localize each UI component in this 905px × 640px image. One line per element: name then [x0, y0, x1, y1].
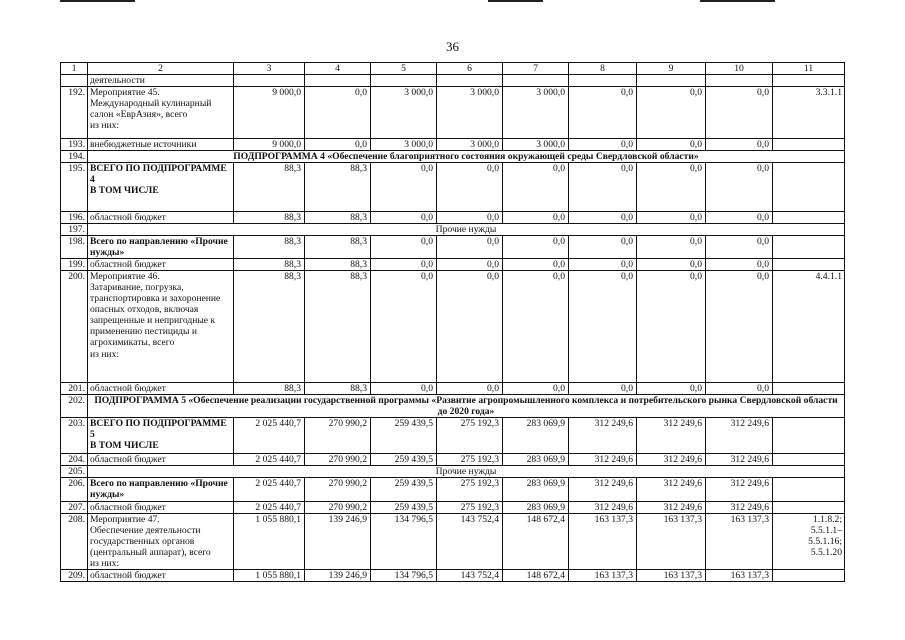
amount-cell: 143 752,4 — [437, 513, 503, 569]
amount-cell: 0,0 — [371, 259, 437, 271]
row-label: Всего по направлению «Прочие нужды» — [88, 478, 234, 501]
column-number-header: 7 — [503, 63, 569, 75]
amount-cell — [503, 75, 569, 87]
amount-cell: 143 752,4 — [437, 569, 503, 581]
row-number: 193. — [61, 139, 88, 151]
amount-cell: 88,3 — [305, 212, 371, 224]
amount-cell: 163 137,3 — [637, 513, 706, 569]
table-row — [61, 501, 845, 513]
row-number: 209. — [61, 569, 88, 581]
amount-cell: 0,0 — [706, 259, 773, 271]
amount-cell: 148 672,4 — [503, 569, 569, 581]
target-reference — [773, 383, 845, 395]
amount-cell: 0,0 — [569, 271, 637, 383]
amount-cell: 0,0 — [371, 236, 437, 259]
amount-cell: 0,0 — [305, 139, 371, 151]
amount-cell: 312 249,6 — [706, 478, 773, 501]
page-number: 36 — [446, 39, 459, 54]
table-row — [61, 75, 845, 87]
amount-cell: 0,0 — [503, 259, 569, 271]
amount-cell — [234, 75, 305, 87]
table-row — [61, 271, 845, 383]
amount-cell: 0,0 — [637, 163, 706, 212]
amount-cell: 9 000,0 — [234, 87, 305, 139]
table-row — [61, 418, 845, 454]
amount-cell: 275 192,3 — [437, 478, 503, 501]
row-number: 208. — [61, 513, 88, 569]
table-row — [61, 163, 845, 212]
amount-cell: 312 249,6 — [569, 501, 637, 513]
amount-cell — [637, 75, 706, 87]
amount-cell: 0,0 — [437, 259, 503, 271]
row-number: 199. — [61, 259, 88, 271]
amount-cell: 312 249,6 — [637, 501, 706, 513]
row-number: 205. — [61, 466, 88, 478]
table-row — [61, 395, 845, 418]
column-number-header: 1 — [61, 63, 88, 75]
table-row — [61, 87, 845, 139]
amount-cell: 163 137,3 — [569, 513, 637, 569]
column-number-header: 9 — [637, 63, 706, 75]
amount-cell — [437, 75, 503, 87]
amount-cell: 88,3 — [234, 212, 305, 224]
row-number: 194. — [61, 151, 88, 163]
target-reference — [773, 569, 845, 581]
amount-cell: 0,0 — [706, 212, 773, 224]
table-row — [61, 224, 845, 236]
amount-cell: 88,3 — [234, 163, 305, 212]
target-reference — [773, 212, 845, 224]
row-number: 206. — [61, 478, 88, 501]
amount-cell: 283 069,9 — [503, 478, 569, 501]
amount-cell: 0,0 — [637, 139, 706, 151]
amount-cell: 3 000,0 — [437, 139, 503, 151]
amount-cell: 312 249,6 — [637, 418, 706, 454]
amount-cell: 0,0 — [437, 383, 503, 395]
amount-cell: 9 000,0 — [234, 139, 305, 151]
row-label: ВСЕГО ПО ПОДПРОГРАММЕ 5 В ТОМ ЧИСЛЕ — [88, 418, 234, 454]
amount-cell: 88,3 — [234, 259, 305, 271]
column-number-header: 4 — [305, 63, 371, 75]
amount-cell: 88,3 — [305, 236, 371, 259]
amount-cell: 312 249,6 — [569, 418, 637, 454]
table-row — [61, 454, 845, 466]
table-row — [61, 212, 845, 224]
amount-cell: 3 000,0 — [437, 87, 503, 139]
amount-cell: 0,0 — [569, 212, 637, 224]
amount-cell: 0,0 — [706, 271, 773, 383]
row-number: 192. — [61, 87, 88, 139]
table-row — [61, 478, 845, 501]
amount-cell: 2 025 440,7 — [234, 478, 305, 501]
direction-heading: Прочие нужды — [88, 224, 845, 236]
amount-cell: 0,0 — [503, 212, 569, 224]
amount-cell: 0,0 — [569, 163, 637, 212]
row-label: внебюджетные источники — [88, 139, 234, 151]
amount-cell: 283 069,9 — [503, 454, 569, 466]
target-reference — [773, 501, 845, 513]
amount-cell: 88,3 — [234, 383, 305, 395]
amount-cell: 0,0 — [637, 271, 706, 383]
row-number: 203. — [61, 418, 88, 454]
amount-cell: 270 990,2 — [305, 478, 371, 501]
amount-cell: 1 055 880,1 — [234, 513, 305, 569]
amount-cell: 3 000,0 — [503, 139, 569, 151]
row-number: 197. — [61, 224, 88, 236]
amount-cell: 0,0 — [637, 212, 706, 224]
target-reference — [773, 163, 845, 212]
amount-cell: 0,0 — [637, 87, 706, 139]
row-number: 196. — [61, 212, 88, 224]
amount-cell: 270 990,2 — [305, 501, 371, 513]
row-label: областной бюджет — [88, 569, 234, 581]
row-number — [61, 75, 88, 87]
row-label: Мероприятие 47. Обеспечение деятельности государственных органов (центральный аппарат), всего из них: — [88, 513, 234, 569]
amount-cell: 88,3 — [305, 163, 371, 212]
target-reference — [773, 139, 845, 151]
row-label: областной бюджет — [88, 454, 234, 466]
amount-cell: 3 000,0 — [371, 87, 437, 139]
row-label: Мероприятие 45. Международный кулинарный салон «ЕврАзия», всего из них: — [88, 87, 234, 139]
amount-cell: 134 796,5 — [371, 569, 437, 581]
subprogram-heading: ПОДПРОГРАММА 5 «Обеспечение реализации государственной программы «Развитие агропромышленного комплекса и потребительского рынка Свердловской области до 2020 года» — [88, 395, 845, 418]
amount-cell: 0,0 — [503, 383, 569, 395]
amount-cell: 0,0 — [637, 259, 706, 271]
row-number: 207. — [61, 501, 88, 513]
amount-cell: 0,0 — [637, 383, 706, 395]
amount-cell: 0,0 — [706, 163, 773, 212]
row-label: Мероприятие 46. Затаривание, погрузка, транспортировка и захоронение опасных отходов, включая запрещенные и непригодные к применению пестициды и агрохимикаты, всего из них: — [88, 271, 234, 383]
table-row — [61, 513, 845, 569]
row-number: 201. — [61, 383, 88, 395]
amount-cell: 312 249,6 — [569, 478, 637, 501]
amount-cell: 0,0 — [371, 212, 437, 224]
amount-cell: 275 192,3 — [437, 501, 503, 513]
amount-cell: 312 249,6 — [706, 454, 773, 466]
amount-cell: 0,0 — [371, 383, 437, 395]
amount-cell — [305, 75, 371, 87]
amount-cell: 139 246,9 — [305, 569, 371, 581]
column-number-header: 10 — [706, 63, 773, 75]
amount-cell: 0,0 — [503, 271, 569, 383]
amount-cell: 0,0 — [503, 163, 569, 212]
amount-cell: 3 000,0 — [503, 87, 569, 139]
amount-cell: 88,3 — [305, 259, 371, 271]
target-reference: 1.1.8.2; 5.5.1.1– 5.5.1.16; 5.5.1.20 — [773, 513, 845, 569]
row-number: 200. — [61, 271, 88, 383]
amount-cell: 0,0 — [569, 139, 637, 151]
direction-heading: Прочие нужды — [88, 466, 845, 478]
amount-cell: 2 025 440,7 — [234, 501, 305, 513]
amount-cell: 148 672,4 — [503, 513, 569, 569]
target-reference — [773, 478, 845, 501]
amount-cell: 0,0 — [706, 87, 773, 139]
amount-cell: 312 249,6 — [637, 454, 706, 466]
amount-cell — [569, 75, 637, 87]
amount-cell: 3 000,0 — [371, 139, 437, 151]
amount-cell: 0,0 — [569, 236, 637, 259]
row-label: областной бюджет — [88, 212, 234, 224]
amount-cell: 134 796,5 — [371, 513, 437, 569]
subprogram-heading: ПОДПРОГРАММА 4 «Обеспечение благоприятного состояния окружающей среды Свердловской области» — [88, 151, 845, 163]
table-row — [61, 151, 845, 163]
table-row — [61, 383, 845, 395]
target-reference — [773, 418, 845, 454]
budget-table — [60, 62, 845, 582]
target-reference — [773, 454, 845, 466]
amount-cell: 0,0 — [437, 271, 503, 383]
target-reference — [773, 259, 845, 271]
table-row — [61, 569, 845, 581]
table-row — [61, 236, 845, 259]
amount-cell: 259 439,5 — [371, 454, 437, 466]
amount-cell: 88,3 — [234, 236, 305, 259]
amount-cell: 163 137,3 — [569, 569, 637, 581]
column-number-header: 5 — [371, 63, 437, 75]
amount-cell: 2 025 440,7 — [234, 454, 305, 466]
row-number: 204. — [61, 454, 88, 466]
top-rule-left — [60, 0, 135, 2]
amount-cell: 275 192,3 — [437, 454, 503, 466]
amount-cell: 0,0 — [706, 383, 773, 395]
column-number-header: 2 — [88, 63, 234, 75]
table-row — [61, 139, 845, 151]
amount-cell: 0,0 — [305, 87, 371, 139]
amount-cell: 0,0 — [371, 163, 437, 212]
table-header-row — [61, 63, 845, 75]
row-label: Всего по направлению «Прочие нужды» — [88, 236, 234, 259]
amount-cell: 163 137,3 — [706, 513, 773, 569]
amount-cell: 0,0 — [569, 383, 637, 395]
amount-cell: 259 439,5 — [371, 418, 437, 454]
amount-cell: 88,3 — [305, 383, 371, 395]
target-reference — [773, 236, 845, 259]
row-label: областной бюджет — [88, 383, 234, 395]
amount-cell: 0,0 — [706, 236, 773, 259]
amount-cell — [706, 75, 773, 87]
row-label: областной бюджет — [88, 501, 234, 513]
amount-cell: 0,0 — [706, 139, 773, 151]
row-label: ВСЕГО ПО ПОДПРОГРАММЕ 4 В ТОМ ЧИСЛЕ — [88, 163, 234, 212]
amount-cell: 312 249,6 — [637, 478, 706, 501]
column-number-header: 11 — [773, 63, 845, 75]
top-rule-right — [700, 0, 775, 2]
column-number-header: 6 — [437, 63, 503, 75]
amount-cell: 283 069,9 — [503, 501, 569, 513]
amount-cell — [371, 75, 437, 87]
row-label: деятельности — [88, 75, 234, 87]
amount-cell: 0,0 — [569, 259, 637, 271]
amount-cell: 312 249,6 — [706, 418, 773, 454]
amount-cell: 163 137,3 — [706, 569, 773, 581]
amount-cell: 0,0 — [503, 236, 569, 259]
column-number-header: 8 — [569, 63, 637, 75]
amount-cell: 0,0 — [437, 212, 503, 224]
top-rule-mid — [488, 0, 543, 2]
amount-cell: 259 439,5 — [371, 501, 437, 513]
amount-cell: 275 192,3 — [437, 418, 503, 454]
row-number: 202. — [61, 395, 88, 418]
amount-cell: 139 246,9 — [305, 513, 371, 569]
amount-cell: 0,0 — [637, 236, 706, 259]
amount-cell: 312 249,6 — [706, 501, 773, 513]
target-reference: 3.3.1.1 — [773, 87, 845, 139]
amount-cell: 2 025 440,7 — [234, 418, 305, 454]
amount-cell: 270 990,2 — [305, 418, 371, 454]
amount-cell: 0,0 — [569, 87, 637, 139]
amount-cell: 283 069,9 — [503, 418, 569, 454]
amount-cell: 312 249,6 — [569, 454, 637, 466]
amount-cell: 0,0 — [437, 236, 503, 259]
amount-cell: 0,0 — [371, 271, 437, 383]
row-number: 195. — [61, 163, 88, 212]
amount-cell: 270 990,2 — [305, 454, 371, 466]
row-number: 198. — [61, 236, 88, 259]
target-reference: 4.4.1.1 — [773, 271, 845, 383]
target-reference — [773, 75, 845, 87]
amount-cell: 88,3 — [234, 271, 305, 383]
amount-cell: 259 439,5 — [371, 478, 437, 501]
table-row — [61, 466, 845, 478]
column-number-header: 3 — [234, 63, 305, 75]
row-label: областной бюджет — [88, 259, 234, 271]
amount-cell: 88,3 — [305, 271, 371, 383]
amount-cell: 163 137,3 — [637, 569, 706, 581]
amount-cell: 0,0 — [437, 163, 503, 212]
table-row — [61, 259, 845, 271]
amount-cell: 1 055 880,1 — [234, 569, 305, 581]
